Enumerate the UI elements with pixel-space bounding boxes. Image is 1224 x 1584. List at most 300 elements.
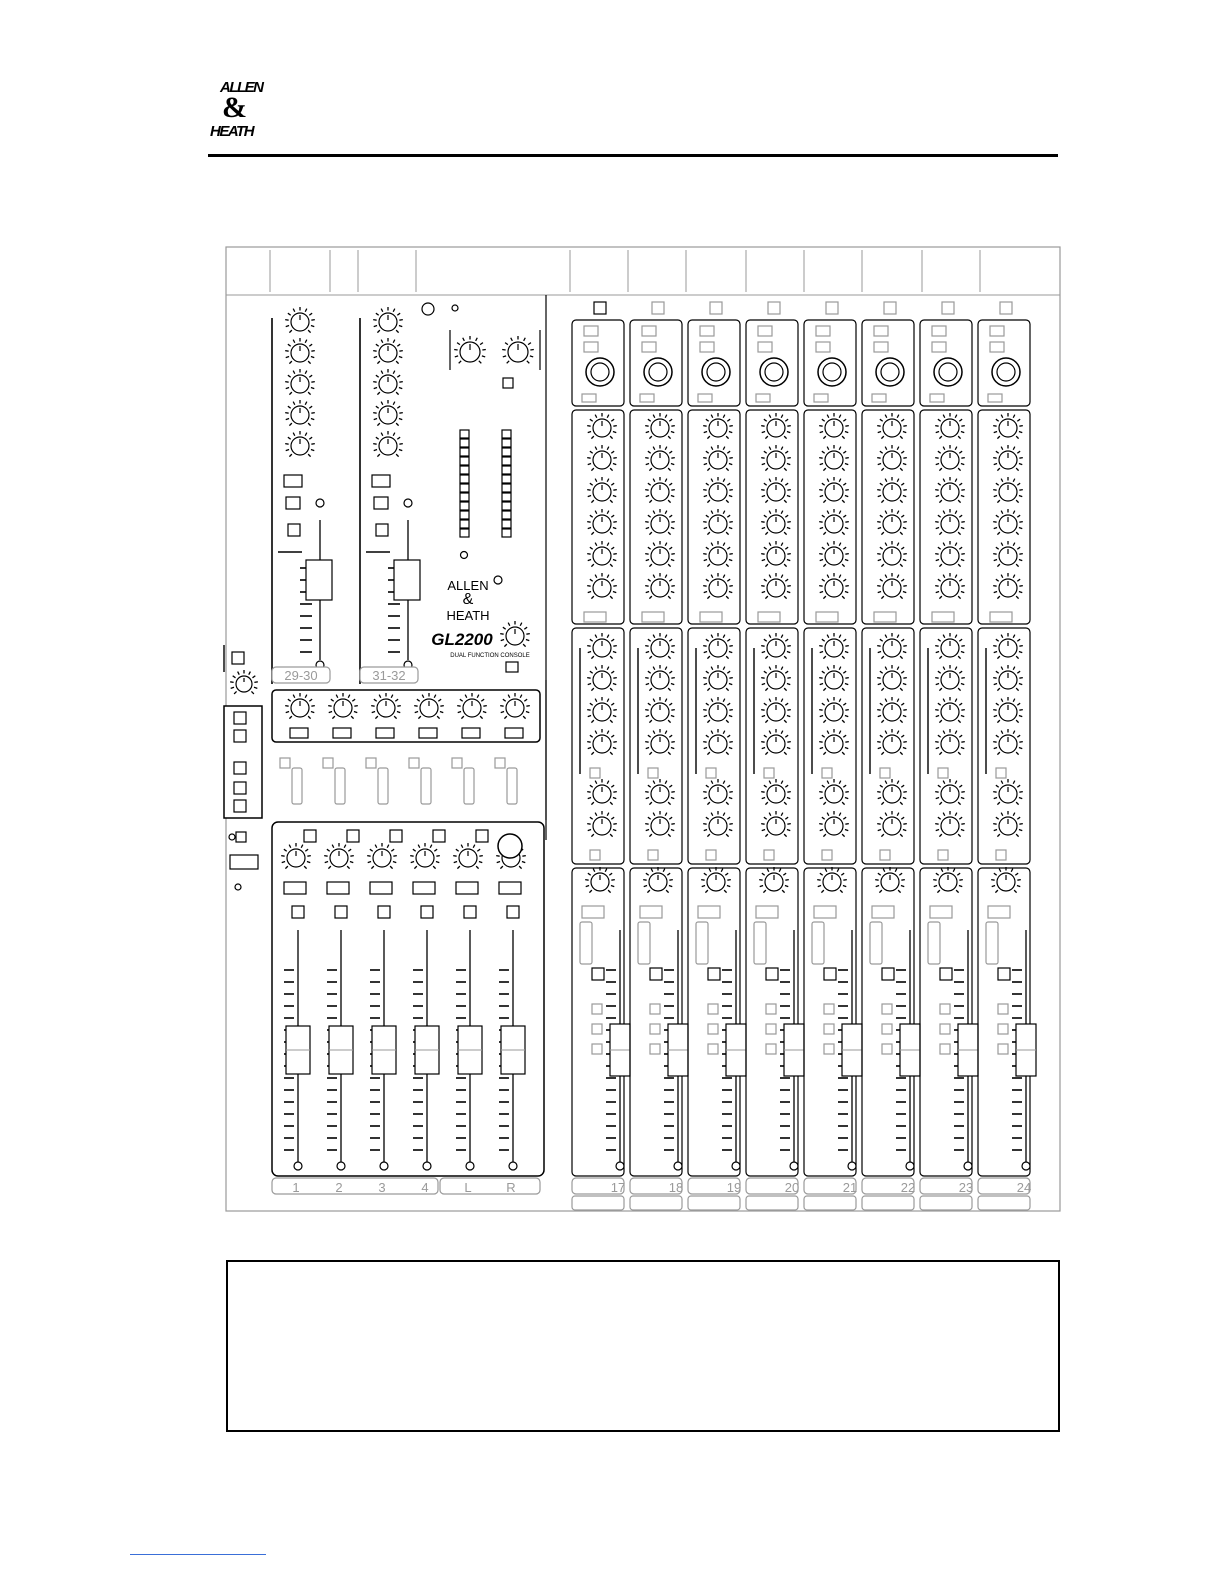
channel-pfl-button — [998, 968, 1010, 980]
group-button — [421, 906, 433, 918]
channel-aux-knob — [993, 697, 1023, 723]
channel-pan-knob — [585, 867, 615, 893]
channel-eq-knob — [587, 477, 617, 503]
channel-aux-knob — [587, 697, 617, 723]
channel-scribble-strip — [920, 1196, 972, 1210]
return-eq-knob — [373, 431, 403, 457]
channel-eq-knob — [587, 509, 617, 535]
left-edge-knob — [230, 670, 258, 694]
channel-aux-knob — [703, 665, 733, 691]
channel-eq-knob — [819, 413, 849, 439]
aux-master-button — [505, 728, 523, 738]
channel-eq-knob — [703, 541, 733, 567]
channel-route-button — [824, 1024, 834, 1034]
group-switch — [499, 882, 521, 894]
channel-aux-pre-button — [648, 768, 658, 778]
channel-aux-pre-button — [996, 768, 1006, 778]
channel-label-18: 18 — [668, 1180, 684, 1195]
channel-eq-knob — [761, 413, 791, 439]
channel-aux-pre-button — [938, 850, 948, 860]
channel-label-23: 23 — [958, 1180, 974, 1195]
channel-aux-knob — [587, 811, 617, 837]
channel-aux-knob — [761, 779, 791, 805]
meter-led-l — [460, 457, 469, 465]
channel-scribble-strip — [804, 1196, 856, 1210]
channel-aux-knob — [645, 697, 675, 723]
panel-logo-line-1: ALLEN — [447, 578, 489, 593]
group-label-2: 2 — [335, 1180, 343, 1195]
meter-led-r — [502, 529, 511, 537]
group-top-button — [304, 830, 316, 842]
return-button — [286, 497, 300, 509]
channel-label-22: 22 — [900, 1180, 916, 1195]
meter-led-r — [502, 511, 511, 519]
channel-route-button — [650, 1024, 660, 1034]
aux-led-column — [507, 768, 517, 804]
channel-route-switch — [640, 906, 662, 918]
meter-led-r — [502, 448, 511, 456]
channel-eq-knob — [877, 413, 907, 439]
return-eq-knob — [373, 307, 403, 333]
channel-eq-knob — [645, 477, 675, 503]
return-eq-knob — [285, 338, 315, 364]
group-label-1: 1 — [292, 1180, 300, 1195]
channel-aux-knob — [645, 665, 675, 691]
channel-eq-knob — [877, 541, 907, 567]
channel-route-button — [998, 1024, 1008, 1034]
channel-route-switch — [988, 906, 1010, 918]
channel-eq-button — [700, 612, 722, 622]
channel-top-led — [826, 302, 838, 314]
channel-aux-pre-button — [822, 850, 832, 860]
channel-route-button — [882, 1024, 892, 1034]
meter-led-l — [460, 484, 469, 492]
aux-led-column — [335, 768, 345, 804]
talkback-knob — [500, 621, 530, 647]
channel-aux-knob — [703, 811, 733, 837]
channel-input-button — [990, 342, 1004, 352]
return-label-0: 29-30 — [284, 668, 318, 683]
channel-led-column — [986, 922, 998, 964]
channel-eq-knob — [993, 509, 1023, 535]
channel-label-21: 21 — [842, 1180, 858, 1195]
channel-eq-knob — [935, 413, 965, 439]
channel-pan-knob — [991, 867, 1021, 893]
meter-led-l — [460, 439, 469, 447]
channel-hpf-button — [814, 394, 828, 402]
group-switch — [456, 882, 478, 894]
return-label-1: 31-32 — [372, 668, 406, 683]
channel-hpf-button — [582, 394, 596, 402]
channel-label-19: 19 — [726, 1180, 742, 1195]
channel-top-led — [594, 302, 606, 314]
return-switch — [372, 475, 390, 487]
channel-eq-button — [642, 612, 664, 622]
channel-input-button — [642, 342, 656, 352]
channel-route-button — [650, 1044, 660, 1054]
channel-aux-knob — [993, 811, 1023, 837]
channel-eq-knob — [935, 445, 965, 471]
channel-aux-pre-button — [648, 850, 658, 860]
logo-line-1: ALLEN — [220, 79, 263, 96]
channel-route-button — [708, 1044, 718, 1054]
master-label-strip — [440, 1178, 540, 1194]
group-button — [292, 906, 304, 918]
return-pfl-button — [288, 524, 300, 536]
channel-aux-knob — [587, 779, 617, 805]
channel-eq-knob — [761, 445, 791, 471]
channel-aux-knob — [877, 633, 907, 659]
left-switch — [234, 730, 246, 742]
channel-aux-knob — [935, 811, 965, 837]
channel-route-button — [940, 1004, 950, 1014]
channel-input-button — [816, 326, 830, 336]
return-eq-knob — [373, 400, 403, 426]
left-switch — [234, 800, 246, 812]
channel-eq-knob — [761, 541, 791, 567]
channel-eq-knob — [935, 573, 965, 599]
return-eq-knob — [285, 307, 315, 333]
channel-input-button — [758, 326, 772, 336]
channel-route-switch — [930, 906, 952, 918]
return-fader-cap — [306, 560, 332, 600]
channel-route-button — [708, 1024, 718, 1034]
return-pfl-button — [376, 524, 388, 536]
return-eq-knob — [285, 369, 315, 395]
channel-led-column — [928, 922, 940, 964]
channel-aux-knob — [645, 633, 675, 659]
group-switch — [327, 882, 349, 894]
group-master-section — [272, 822, 544, 1176]
headphone-jack — [498, 834, 522, 858]
aux-led-column — [292, 768, 302, 804]
channel-pfl-button — [650, 968, 662, 980]
channel-led-column — [638, 922, 650, 964]
channel-top-led — [1000, 302, 1012, 314]
channel-aux-knob — [935, 633, 965, 659]
group-label-L: L — [464, 1180, 472, 1195]
channel-route-button — [882, 1004, 892, 1014]
channel-aux-knob — [703, 633, 733, 659]
group-knob — [324, 843, 354, 869]
channel-scribble-strip — [688, 1196, 740, 1210]
channel-route-button — [998, 1004, 1008, 1014]
channel-input-button — [932, 342, 946, 352]
channel-route-switch — [814, 906, 836, 918]
meter-led-l — [460, 475, 469, 483]
logo-ampersand: & — [222, 91, 247, 124]
channel-label-17: 17 — [610, 1180, 626, 1195]
meter-led-r — [502, 502, 511, 510]
channel-aux-knob — [819, 633, 849, 659]
channel-route-button — [766, 1044, 776, 1054]
group-button — [378, 906, 390, 918]
channel-pan-knob — [817, 867, 847, 893]
aux-master-button — [333, 728, 351, 738]
return-switch — [284, 475, 302, 487]
channel-led-column — [754, 922, 766, 964]
master-knob-2 — [502, 336, 534, 363]
channel-eq-button — [816, 612, 838, 622]
meter-led-l — [460, 520, 469, 528]
aux-master-button — [419, 728, 437, 738]
talkback-mic — [422, 303, 434, 315]
channel-aux-knob — [819, 729, 849, 755]
channel-route-button — [940, 1024, 950, 1034]
group-button — [335, 906, 347, 918]
channel-aux-knob — [935, 665, 965, 691]
meter-led-l — [460, 502, 469, 510]
meter-led-r — [502, 484, 511, 492]
channel-eq-knob — [819, 445, 849, 471]
channel-aux-knob — [877, 729, 907, 755]
meter-led-l — [460, 430, 469, 438]
channel-eq-knob — [993, 573, 1023, 599]
channel-pfl-button — [882, 968, 894, 980]
channel-route-button — [882, 1044, 892, 1054]
meter-led-r — [502, 439, 511, 447]
channel-aux-pre-button — [880, 768, 890, 778]
channel-eq-button — [874, 612, 896, 622]
channel-top-led — [710, 302, 722, 314]
channel-aux-knob — [761, 665, 791, 691]
channel-eq-knob — [761, 573, 791, 599]
channel-input-button — [816, 342, 830, 352]
channel-eq-knob — [993, 477, 1023, 503]
group-button — [464, 906, 476, 918]
talkback-button — [506, 662, 518, 672]
channel-eq-knob — [645, 541, 675, 567]
channel-eq-knob — [587, 413, 617, 439]
channel-aux-pre-button — [764, 850, 774, 860]
channel-led-column — [812, 922, 824, 964]
channel-eq-knob — [645, 573, 675, 599]
channel-aux-pre-button — [590, 768, 600, 778]
channel-aux-knob — [877, 665, 907, 691]
meter-led-r — [502, 430, 511, 438]
group-top-button — [390, 830, 402, 842]
channel-eq-knob — [819, 509, 849, 535]
channel-eq-knob — [587, 541, 617, 567]
channel-aux-knob — [993, 665, 1023, 691]
group-knob — [281, 843, 311, 869]
left-small-button — [236, 832, 246, 842]
return-fader-cap — [394, 560, 420, 600]
left-edge-button — [232, 652, 244, 664]
channel-pfl-button — [766, 968, 778, 980]
channel-top-led — [884, 302, 896, 314]
channel-led-column — [580, 922, 592, 964]
channel-top-led — [652, 302, 664, 314]
group-label-4: 4 — [421, 1180, 429, 1195]
channel-scribble-strip — [746, 1196, 798, 1210]
channel-hpf-button — [930, 394, 944, 402]
return-eq-knob — [373, 369, 403, 395]
channel-aux-knob — [819, 697, 849, 723]
channel-aux-pre-button — [590, 850, 600, 860]
channel-led-column — [870, 922, 882, 964]
channel-aux-knob — [935, 697, 965, 723]
logo-line-3: HEATH — [210, 123, 254, 140]
group-top-button — [347, 830, 359, 842]
master-small-button — [503, 378, 513, 388]
meter-led-l — [460, 448, 469, 456]
channel-aux-knob — [993, 779, 1023, 805]
panel-logo-line-2: & — [462, 591, 474, 608]
channel-input-button — [990, 326, 1004, 336]
left-rocker — [230, 855, 258, 869]
channel-aux-knob — [877, 697, 907, 723]
left-switch — [234, 782, 246, 794]
channel-eq-knob — [645, 509, 675, 535]
channel-route-switch — [582, 906, 604, 918]
meter-led-r — [502, 493, 511, 501]
channel-hpf-button — [988, 394, 1002, 402]
channel-aux-knob — [703, 697, 733, 723]
group-top-button — [476, 830, 488, 842]
channel-aux-knob — [703, 779, 733, 805]
channel-pan-knob — [759, 867, 789, 893]
channel-eq-knob — [645, 413, 675, 439]
channel-input-button — [584, 342, 598, 352]
channel-scribble-strip — [862, 1196, 914, 1210]
channel-eq-knob — [819, 477, 849, 503]
channel-aux-pre-button — [996, 850, 1006, 860]
meter-led-l — [460, 511, 469, 519]
channel-pfl-button — [708, 968, 720, 980]
channel-top-led — [942, 302, 954, 314]
panel-logo-line-3: HEATH — [446, 608, 490, 623]
channel-route-switch — [872, 906, 894, 918]
channel-pfl-button — [592, 968, 604, 980]
aux-led-column — [421, 768, 431, 804]
return-eq-knob — [285, 431, 315, 457]
aux-master-row — [272, 690, 540, 742]
meter-led-l — [460, 529, 469, 537]
group-button — [507, 906, 519, 918]
group-top-button — [433, 830, 445, 842]
channel-label-24: 24 — [1016, 1180, 1032, 1195]
channel-route-button — [824, 1044, 834, 1054]
channel-aux-knob — [587, 729, 617, 755]
channel-eq-knob — [877, 477, 907, 503]
channel-input-button — [932, 326, 946, 336]
channel-route-button — [824, 1004, 834, 1014]
aux-indicator — [280, 758, 290, 768]
caption-box — [226, 1260, 1060, 1432]
channel-eq-button — [990, 612, 1012, 622]
channel-aux-pre-button — [706, 850, 716, 860]
channel-eq-knob — [819, 573, 849, 599]
channel-aux-knob — [703, 729, 733, 755]
channel-eq-knob — [587, 573, 617, 599]
channel-led-column — [696, 922, 708, 964]
channel-aux-pre-button — [822, 768, 832, 778]
channel-hpf-button — [698, 394, 712, 402]
channel-aux-knob — [587, 665, 617, 691]
channel-aux-knob — [761, 811, 791, 837]
channel-aux-knob — [877, 811, 907, 837]
return-eq-knob — [285, 400, 315, 426]
channel-aux-knob — [587, 633, 617, 659]
channel-eq-button — [584, 612, 606, 622]
channel-input-button — [642, 326, 656, 336]
channel-eq-knob — [703, 413, 733, 439]
channel-eq-knob — [703, 509, 733, 535]
channel-aux-knob — [819, 779, 849, 805]
channel-eq-knob — [645, 445, 675, 471]
channel-input-button — [700, 342, 714, 352]
channel-eq-knob — [819, 541, 849, 567]
channel-route-button — [766, 1004, 776, 1014]
channel-eq-knob — [993, 541, 1023, 567]
channel-route-button — [592, 1024, 602, 1034]
channel-top-led — [768, 302, 780, 314]
channel-hpf-button — [872, 394, 886, 402]
aux-master-button — [376, 728, 394, 738]
channel-route-button — [592, 1044, 602, 1054]
channel-route-button — [592, 1004, 602, 1014]
channel-pfl-button — [824, 968, 836, 980]
aux-led-column — [464, 768, 474, 804]
channel-aux-knob — [645, 811, 675, 837]
channel-eq-knob — [935, 509, 965, 535]
panel-model-subtitle: DUAL FUNCTION CONSOLE — [450, 653, 530, 659]
channel-route-switch — [698, 906, 720, 918]
channel-eq-knob — [877, 445, 907, 471]
channel-aux-knob — [993, 633, 1023, 659]
meter-led-r — [502, 466, 511, 474]
channel-pan-knob — [643, 867, 673, 893]
channel-scribble-strip — [630, 1196, 682, 1210]
channel-eq-knob — [993, 445, 1023, 471]
group-label-3: 3 — [378, 1180, 386, 1195]
channel-aux-knob — [645, 779, 675, 805]
channel-hpf-button — [640, 394, 654, 402]
channel-eq-button — [758, 612, 780, 622]
meter-led-l — [460, 493, 469, 501]
channel-aux-knob — [877, 779, 907, 805]
channel-pan-knob — [701, 867, 731, 893]
group-knob — [367, 843, 397, 869]
channel-eq-knob — [703, 573, 733, 599]
group-knob — [453, 843, 483, 869]
channel-aux-pre-button — [938, 768, 948, 778]
meter-led-r — [502, 520, 511, 528]
group-switch — [284, 882, 306, 894]
footer-rule — [130, 1554, 266, 1555]
channel-scribble-strip — [572, 1196, 624, 1210]
panel-model-name: GL2200 — [431, 630, 493, 649]
channel-aux-knob — [761, 729, 791, 755]
channel-pan-knob — [875, 867, 905, 893]
channel-pfl-button — [940, 968, 952, 980]
channel-eq-knob — [761, 509, 791, 535]
aux-master-button — [290, 728, 308, 738]
channel-scribble-strip — [978, 1196, 1030, 1210]
channel-route-button — [766, 1024, 776, 1034]
left-switch — [234, 712, 246, 724]
return-button — [374, 497, 388, 509]
group-knob — [410, 843, 440, 869]
channel-input-button — [584, 326, 598, 336]
channel-input-button — [874, 342, 888, 352]
channel-hpf-button — [756, 394, 770, 402]
aux-master-button — [462, 728, 480, 738]
channel-route-button — [650, 1004, 660, 1014]
aux-indicator — [323, 758, 333, 768]
channel-aux-pre-button — [880, 850, 890, 860]
